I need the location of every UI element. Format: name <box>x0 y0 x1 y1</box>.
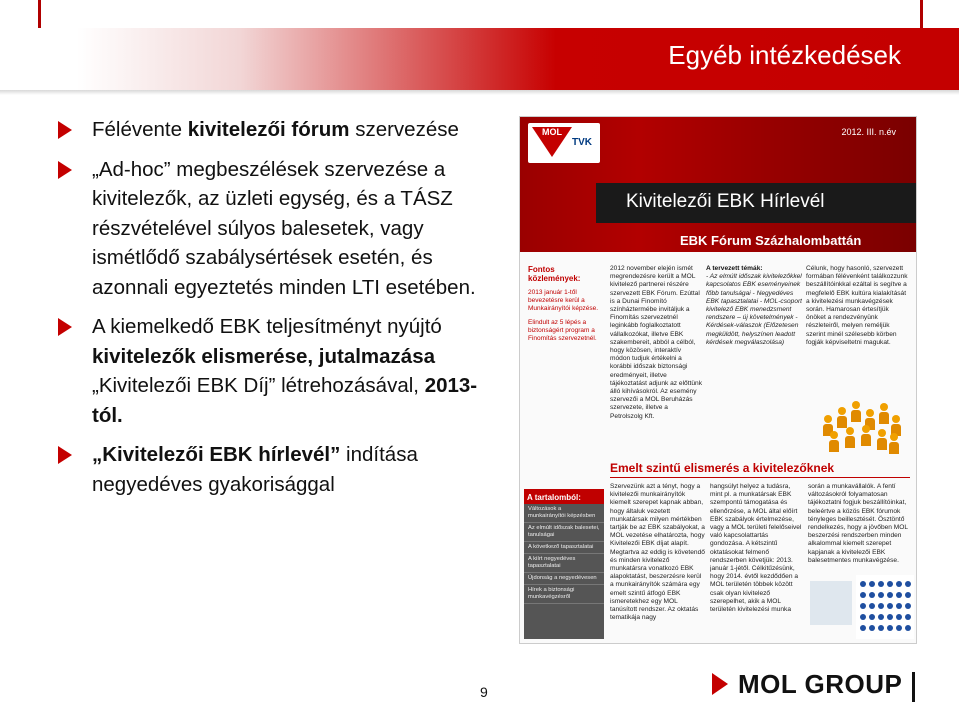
person-figure <box>830 431 838 439</box>
award-photo <box>810 581 852 625</box>
crowd-figure <box>905 614 911 620</box>
top-right-rule <box>920 0 923 28</box>
crowd-figure <box>869 581 875 587</box>
top-left-rule <box>38 0 41 28</box>
bullet-arrow-icon <box>58 161 72 179</box>
person-figure <box>846 427 854 435</box>
mol-group-logo <box>712 666 922 702</box>
logo-mol-text: MOL <box>542 127 562 137</box>
crowd-figure <box>878 581 884 587</box>
bullet-text: szervezése <box>349 118 459 141</box>
crowd-figure <box>860 603 866 609</box>
crowd-figure <box>887 625 893 631</box>
crowd-figure <box>905 581 911 587</box>
newsletter-column-2 <box>706 265 802 455</box>
crowd-figure <box>869 592 875 598</box>
newsletter-column-4: Szervezünk azt a tényt, hogy a kivitelezői munkairányítók kiemelt szerepet kapnak abban, hogy általuk vezetett munkatársak milyen mértékben tartják be az EBK szabályokat, a MOL vezetése elhatározta, hogy Kivitelezői EBK díjat alapít. Megtartva az eddig is követendő és minden kivitelező munkatársra vonatkozó EBK alapoktatást, beszerzésre kerül a munkairányítók számára egy emelt szintű átfogó EBK ismeretekhez egy MOL tanúsított rendszer. Az oktatás tematikája nagy <box>610 483 705 622</box>
person-figure <box>829 440 839 452</box>
crowd-figure <box>878 592 884 598</box>
bullet-item <box>58 115 498 145</box>
person-figure <box>845 436 855 448</box>
newsletter-column-3: Célunk, hogy hasonló, szervezett formában félévenként találkozzunk beszállítóinkkal ezáltal is segítve a megfelelő EBK kultúra kialakítását a kivitelezési munkavégzések során. Hamarosan értesítjük önöket a rendezvényünk részleteiről, melyen reméljük szerint minél szélesebb körben fogják képviseltetni magukat. <box>806 265 908 346</box>
crowd-figure <box>878 614 884 620</box>
crowd-figure <box>896 603 902 609</box>
bullet-text: „Kivitelezői EBK hírlevél” <box>92 443 341 466</box>
toc-title: A tartalomból: <box>524 489 604 504</box>
newsletter-column-5: hangsúlyt helyez a tudásra, mint pl. a munkatársak EBK szempontú támogatása és ellenőrzése, a MOL által előírt EBK szabályok értelmezése, vagy a MOL területi felelőseivel való kapcsolattartás gondozása. A kétszintű oktatásokat felmenő rendszerben követjük: 2013. január 1-jétől. Célkitűzésünk, hogy 2014. évtől kezdődően a MOL területén többek között csak olyan kivitelező szerepelhet, akik a MOL területén kivitelezési munka <box>710 483 802 614</box>
newsletter-column-1: 2012 november elején ismét megrendezésre került a MOL kivitelező partnerei részére szervezett EBK Fórum. Ezúttal is a Dunai Finomító színháztermébe invitáljuk a Finomítás szervezetnél leginkább foglalkoztatott vállalkozókat, illetve EBK szakembereit, abból a célból, hogy közösen, interaktív módon tudjuk értékelni a korábbi időszak biztonsági eredményeit, illetve tájékoztatást adjunk az előttünk álló kihívásokról. Az esemény szervezői a MOL Beruházás szervezete, illetve a Petrolszolg Kft. <box>610 265 702 420</box>
slide-title: Egyéb intézkedések <box>668 40 901 70</box>
bullet-text: „Ad-hoc” megbeszélések szervezése a kivitelezők, az üzleti egység, és a TÁSZ részvételével súlyos balesetek, vagy ismétlődő szabálysértések esetén, és azonnali egyeztetés minden LTI esetében. <box>92 157 476 299</box>
person-figure <box>861 434 871 446</box>
section-divider <box>610 477 910 478</box>
person-figure <box>851 410 861 422</box>
bullet-list <box>58 115 498 509</box>
person-figure <box>880 403 888 411</box>
crowd-figure <box>896 592 902 598</box>
newsletter-banner-text: Kivitelezői EBK Hírlevél <box>626 191 825 212</box>
people-group-image <box>816 385 906 455</box>
crowd-figure <box>896 581 902 587</box>
logo-bar <box>912 672 915 702</box>
bullet-item <box>58 440 498 499</box>
newsletter-date: 2012. III. n.év <box>841 127 896 137</box>
bullet-text: Félévente <box>92 118 188 141</box>
crowd-figure <box>887 592 893 598</box>
newsletter-subtitle: EBK Fórum Százhalombattán <box>680 233 862 248</box>
notices-title: Fontos közlemények: <box>528 265 581 283</box>
page-number: 9 <box>480 684 488 700</box>
notice-item: Elindult az 5 lépés a biztonságért program a Finomítás szervezetnél. <box>528 319 597 342</box>
newsletter-notices <box>528 265 606 345</box>
person-figure <box>852 401 860 409</box>
toc-item: Újdonság a negyedévesen <box>524 573 604 585</box>
person-figure <box>866 409 874 417</box>
newsletter-toc <box>524 489 604 639</box>
bullet-item <box>58 155 498 303</box>
crowd-figure <box>860 614 866 620</box>
newsletter-column-6: során a munkavállalók. A fentí változásokról folyamatosan tájékoztatni fogjuk beszállítóinkat, beleértve a közös EBK fórumok tényleges beillesztését. Ösztöntő rendelkezés, hogy a jövőben MOL beszerzési rendszerben minden alkalommal kiemelt szerepet kapjanak a kivitelezői EBK balesetmentes munkavégzése. <box>808 483 908 564</box>
toc-item: Változások a munkairányítói képzésben <box>524 504 604 523</box>
newsletter-image <box>519 116 917 644</box>
bullet-text: kivitelezők elismerése, jutalmazása <box>92 344 436 368</box>
toc-item: A kiírt negyedéves tapasztalatai <box>524 554 604 573</box>
bullet-arrow-icon <box>58 318 72 336</box>
person-figure <box>889 442 899 454</box>
column-2-text: - Az elmúlt időszak kivitelezőkkel kapcsolatos EBK eseményeinek főbb tanulságai - Negyedéves EBK tapasztalatai - MOL-csoport kivitelező EBK menedzsment rendszere – új követelmények - Kérdések-válaszok (Előzetesen megküldött, helyszínen leadott kérdések megválaszolása) <box>706 273 802 346</box>
crowd-figure <box>905 592 911 598</box>
person-figure <box>824 415 832 423</box>
notice-item: 2013 január 1-től bevezetésre kerül a Munkairányítói képzése. <box>528 289 599 312</box>
crowd-figure <box>887 603 893 609</box>
bullet-text: „Kivitelezői EBK Díj” létrehozásával, <box>92 374 425 397</box>
crowd-figure <box>896 625 902 631</box>
title-shadow <box>0 90 959 95</box>
person-figure <box>890 433 898 441</box>
toc-item: Az elmúlt időszak balesetei, tanulságai <box>524 523 604 542</box>
newsletter-section-title: Emelt szintű elismerés a kivitelezőknek <box>610 461 835 475</box>
person-figure <box>892 415 900 423</box>
logo-text: MOL GROUP <box>738 669 903 699</box>
bullet-text: A kiemelkedő EBK teljesítményt nyújtó <box>92 315 442 338</box>
crowd-figure <box>878 625 884 631</box>
crowd-figure <box>869 625 875 631</box>
bullet-text: 2013-tól. <box>92 374 478 427</box>
person-figure <box>838 407 846 415</box>
crowd-figure <box>878 603 884 609</box>
bullet-text: kivitelezői fórum <box>187 118 350 141</box>
crowd-figure <box>869 603 875 609</box>
person-figure <box>862 425 870 433</box>
crowd-figure <box>905 603 911 609</box>
crowd-figure <box>869 614 875 620</box>
column-2-title: A tervezett témák: <box>706 265 763 272</box>
bullet-item <box>58 312 498 430</box>
bullet-arrow-icon <box>58 446 72 464</box>
toc-item: Hírek a biztonsági munkavégzésről <box>524 585 604 604</box>
person-figure <box>878 429 886 437</box>
toc-item: A következő tapasztalatai <box>524 542 604 554</box>
mol-chevron-icon <box>712 673 728 695</box>
crowd-figure <box>860 592 866 598</box>
mol-tvk-logo <box>528 123 600 163</box>
crowd-figure <box>860 581 866 587</box>
crowd-figure <box>887 581 893 587</box>
logo-tvk-text: TVK <box>572 137 592 148</box>
crowd-figure <box>860 625 866 631</box>
crowd-figure <box>905 625 911 631</box>
person-figure <box>837 416 847 428</box>
bullet-text: indítása negyedéves gyakorisággal <box>92 443 418 496</box>
crowd-image <box>856 575 914 639</box>
newsletter-banner <box>596 183 916 223</box>
bullet-arrow-icon <box>58 121 72 139</box>
person-figure <box>877 438 887 450</box>
crowd-figure <box>896 614 902 620</box>
crowd-figure <box>887 614 893 620</box>
person-figure <box>879 412 889 424</box>
